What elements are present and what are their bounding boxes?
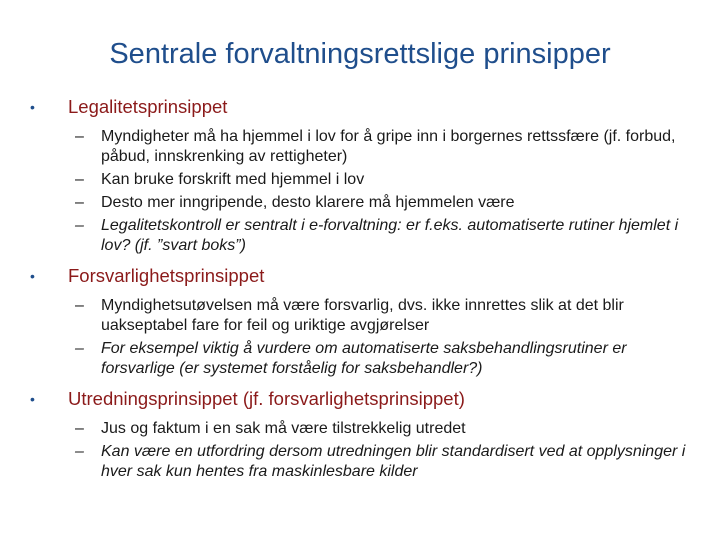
sub-item-text: Legalitetskontroll er sentralt i e-forvaltning: er f.eks. automatiserte rutiner hjemlet i lov? (jf. ”svart boks”) bbox=[101, 217, 679, 254]
bullet-heading: Utredningsprinsippet (jf. forsvarlighetsprinsippet) bbox=[68, 388, 465, 409]
bullet-heading: Legalitetsprinsippet bbox=[68, 96, 228, 117]
sub-marker: – bbox=[75, 194, 84, 211]
sub-marker: – bbox=[75, 297, 84, 314]
bullet-marker: • bbox=[30, 99, 35, 115]
sub-marker: – bbox=[75, 128, 84, 145]
sub-item bbox=[75, 442, 700, 482]
sub-item bbox=[75, 170, 700, 190]
bullet-forsvarlighetsprinsippet bbox=[30, 265, 700, 287]
sub-item bbox=[75, 193, 700, 213]
sub-list bbox=[30, 419, 700, 482]
slide-content bbox=[30, 96, 700, 486]
bullet-utredningsprinsippet bbox=[30, 388, 700, 410]
sub-item bbox=[75, 216, 700, 256]
sub-marker: – bbox=[75, 420, 84, 437]
sub-item-text: Jus og faktum i en sak må være tilstrekkelig utredet bbox=[101, 420, 466, 437]
sub-item-text: Kan være en utfordring dersom utredningen blir standardisert ved at opplysninger i hver sak kun hentes fra maskinlesbare kilder bbox=[101, 443, 686, 480]
sub-item-text: Myndighetsutøvelsen må være forsvarlig, dvs. ikke innrettes slik at det blir uakseptabel fare for feil og uriktige avgjørelser bbox=[101, 297, 624, 334]
sub-marker: – bbox=[75, 443, 84, 460]
slide-title: Sentrale forvaltningsrettslige prinsipper bbox=[109, 38, 611, 70]
sub-list bbox=[30, 296, 700, 379]
bullet-legalitetsprinsippet bbox=[30, 96, 700, 118]
sub-item-text: Kan bruke forskrift med hjemmel i lov bbox=[101, 171, 365, 188]
bullet-marker: • bbox=[30, 391, 35, 407]
sub-item bbox=[75, 296, 700, 336]
sub-item bbox=[75, 127, 700, 167]
sub-item-text: For eksempel viktig å vurdere om automatiserte saksbehandlingsrutiner er forsvarlige (er systemet forståelig for saksbehandler?) bbox=[101, 340, 627, 377]
bullet-marker: • bbox=[30, 268, 35, 284]
sub-marker: – bbox=[75, 171, 84, 188]
sub-item bbox=[75, 419, 700, 439]
bullet-heading: Forsvarlighetsprinsippet bbox=[68, 265, 265, 286]
sub-item-text: Myndigheter må ha hjemmel i lov for å gripe inn i borgernes rettssfære (jf. forbud, påbud, innskrenking av rettigheter) bbox=[101, 128, 676, 165]
sub-item-text: Desto mer inngripende, desto klarere må hjemmelen være bbox=[101, 194, 515, 211]
sub-item bbox=[75, 339, 700, 379]
sub-marker: – bbox=[75, 340, 84, 357]
sub-marker: – bbox=[75, 217, 84, 234]
sub-list bbox=[30, 127, 700, 256]
